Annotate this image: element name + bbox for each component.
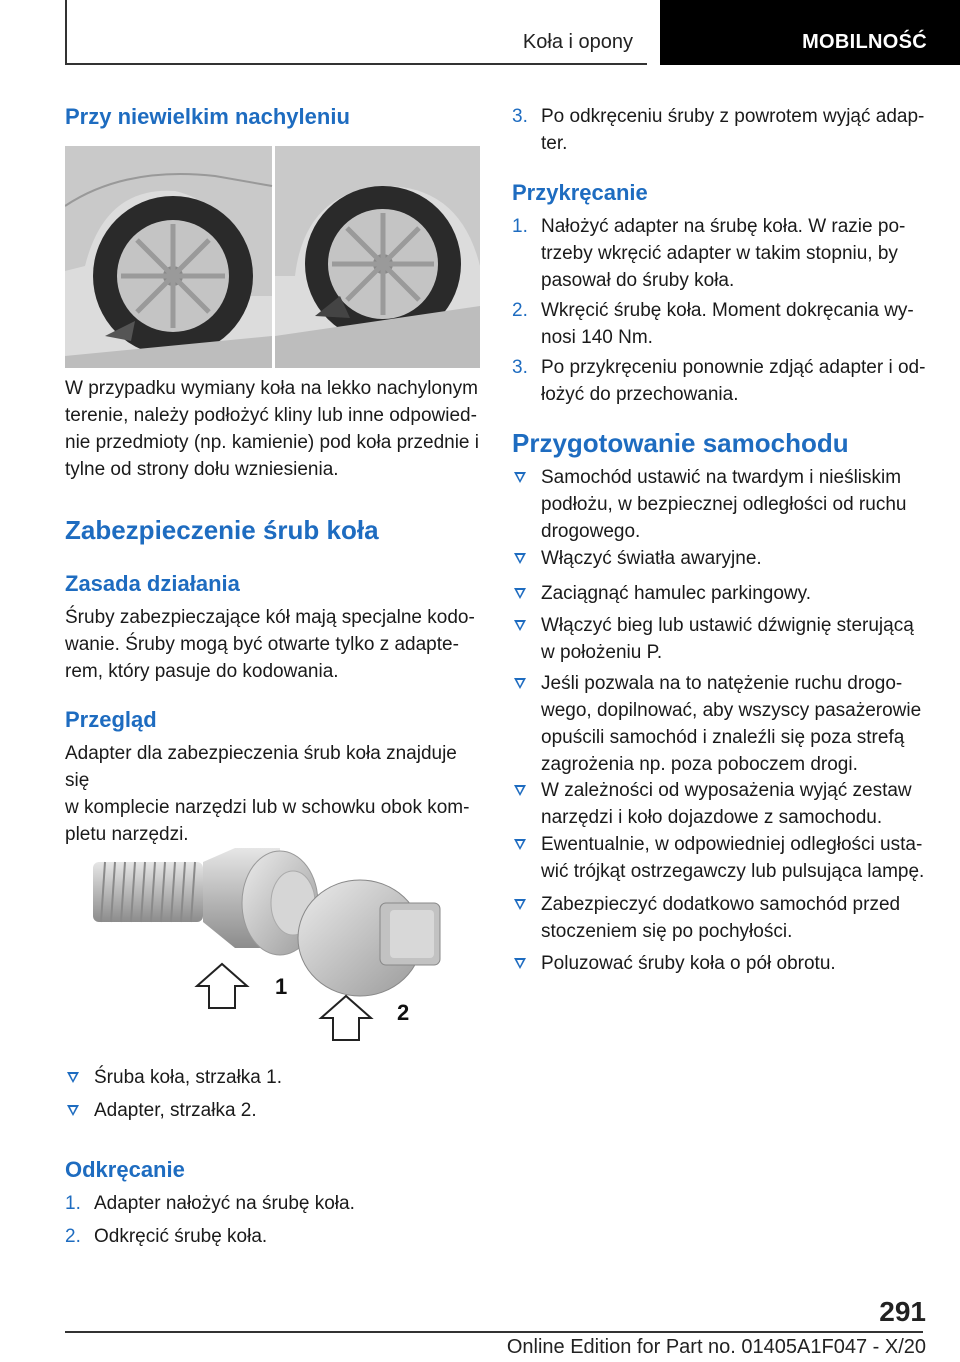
step-number: 3.	[512, 106, 528, 127]
bullet-triangle-icon	[514, 620, 526, 631]
heading-prepare: Przygotowanie samochodu	[512, 428, 849, 458]
footer-edition: Online Edition for Part no. 01405A1F047 - X/20	[506, 1336, 926, 1358]
overview-item-text: Śruba koła, strzałka 1.	[94, 1067, 282, 1088]
prepare-item-text: Włączyć światła awaryjne.	[541, 548, 762, 569]
bullet-triangle-icon	[514, 472, 526, 483]
screw-step-2	[512, 297, 927, 351]
heading-principle: Zasada działania	[65, 571, 240, 596]
heading-slope: Przy niewielkim nachyleniu	[65, 104, 350, 129]
prepare-item-8	[512, 891, 927, 945]
step-text: Po odkręceniu śruby z powrotem wyjąć adap- ter.	[541, 106, 925, 154]
bullet-triangle-icon	[514, 785, 526, 796]
overview-line-2: w komplecie narzędzi lub w schowku obok kom-	[65, 797, 470, 818]
step-number: 2.	[65, 1226, 81, 1247]
bullet-triangle-icon	[514, 588, 526, 599]
prepare-item-text: Poluzować śruby koła o pół obrotu.	[541, 953, 836, 974]
overview-paragraph	[65, 740, 480, 848]
prepare-item-9	[512, 950, 927, 977]
footer-rule	[65, 1331, 923, 1333]
step-number: 3.	[512, 357, 528, 378]
bullet-triangle-icon	[514, 839, 526, 850]
figure-bolt-and-adapter	[85, 848, 465, 1048]
bullet-triangle-icon	[67, 1072, 79, 1083]
prepare-item-7	[512, 831, 927, 885]
screw-step-1	[512, 213, 927, 294]
prepare-item-3	[512, 580, 927, 607]
prepare-item-text: W zależności od wyposażenia wyjąć zestaw narzędzi i koło dojazdowe z samochodu.	[541, 780, 912, 828]
overview-item-text: Adapter, strzałka 2.	[94, 1100, 257, 1121]
header-section-tab	[67, 0, 647, 65]
step-text: Wkręcić śrubę koła. Moment dokręcania wy- nosi 140 Nm.	[541, 300, 914, 348]
bullet-triangle-icon	[514, 553, 526, 564]
header-section-title: Koła i opony	[522, 31, 633, 53]
prepare-item-text: Zabezpieczyć dodatkowo samochód przed stoczeniem się po pochyłości.	[541, 894, 901, 942]
principle-paragraph	[65, 604, 475, 685]
principle-line-1: Śruby zabezpieczające kół mają specjalne kodo-	[65, 607, 475, 628]
step-text: Nałożyć adapter na śrubę koła. W razie po- trzeby wkręcić adapter w takim stopniu, by pasował do śruby koła.	[541, 216, 906, 291]
step-text: Po przykręceniu ponownie zdjąć adapter i od- łożyć do przechowania.	[541, 357, 926, 405]
unscrew-step-3	[512, 103, 927, 157]
overview-line-3: pletu narzędzi.	[65, 824, 189, 845]
prepare-item-6	[512, 777, 927, 831]
bullet-triangle-icon	[67, 1105, 79, 1116]
screw-step-3	[512, 354, 927, 408]
step-text: Odkręcić śrubę koła.	[94, 1226, 268, 1247]
prepare-item-text: Włączyć bieg lub ustawić dźwignię sterującą w położeniu P.	[541, 615, 914, 663]
slope-paragraph	[65, 375, 479, 483]
prepare-item-text: Zaciągnąć hamulec parkingowy.	[541, 583, 812, 604]
prepare-item-2	[512, 545, 927, 572]
figure-car-on-slope	[65, 146, 480, 368]
prepare-item-5	[512, 670, 927, 778]
unscrew-step-1	[65, 1190, 480, 1217]
heading-screw: Przykręcanie	[512, 180, 648, 205]
heading-overview: Przegląd	[65, 707, 157, 732]
principle-line-2: wanie. Śruby mogą być otwarte tylko z adapte-	[65, 634, 459, 655]
slope-line-1: W przypadku wymiany koła na lekko nachylonym	[65, 378, 478, 399]
step-text: Adapter nałożyć na śrubę koła.	[94, 1193, 355, 1214]
header-chapter-tab	[660, 0, 960, 65]
header-chapter-title: MOBILNOŚĆ	[802, 31, 927, 53]
slope-line-2: terenie, należy podłożyć kliny lub inne odpowied-	[65, 405, 477, 426]
heading-lockbolts: Zabezpieczenie śrub koła	[65, 515, 379, 545]
principle-line-3: rem, który pasuje do kodowania.	[65, 661, 339, 682]
overview-line-1: Adapter dla zabezpieczenia śrub koła znajduje się	[65, 743, 457, 791]
overview-item-2	[65, 1097, 480, 1124]
figure-label-2: 2	[397, 1000, 410, 1025]
bullet-triangle-icon	[514, 958, 526, 969]
bullet-triangle-icon	[514, 678, 526, 689]
prepare-item-1	[512, 464, 927, 545]
slope-line-3: nie przedmioty (np. kamienie) pod koła przednie i	[65, 432, 479, 453]
prepare-item-text: Jeśli pozwala na to natężenie ruchu drogo- wego, dopilnować, aby wszyscy pasażerowie opuścili samochód i znaleźli się poza strefą zagrożenia np. poza poboczem drogi.	[541, 673, 922, 775]
prepare-item-text: Ewentualnie, w odpowiedniej odległości usta- wić trójkąt ostrzegawczy lub pulsująca lampę.	[541, 834, 925, 882]
step-number: 1.	[65, 1193, 81, 1214]
heading-unscrew: Odkręcanie	[65, 1157, 185, 1182]
overview-item-1	[65, 1064, 480, 1091]
step-number: 2.	[512, 300, 528, 321]
page-number: 291	[879, 1296, 926, 1327]
step-number: 1.	[512, 216, 528, 237]
slope-line-4: tylne od strony dołu wzniesienia.	[65, 459, 339, 480]
prepare-item-text: Samochód ustawić na twardym i nieśliskim podłożu, w bezpiecznej odległości od ruchu drogowego.	[541, 467, 907, 542]
figure-label-1: 1	[275, 974, 288, 999]
bullet-triangle-icon	[514, 899, 526, 910]
prepare-item-4	[512, 612, 927, 666]
unscrew-step-2	[65, 1223, 480, 1250]
